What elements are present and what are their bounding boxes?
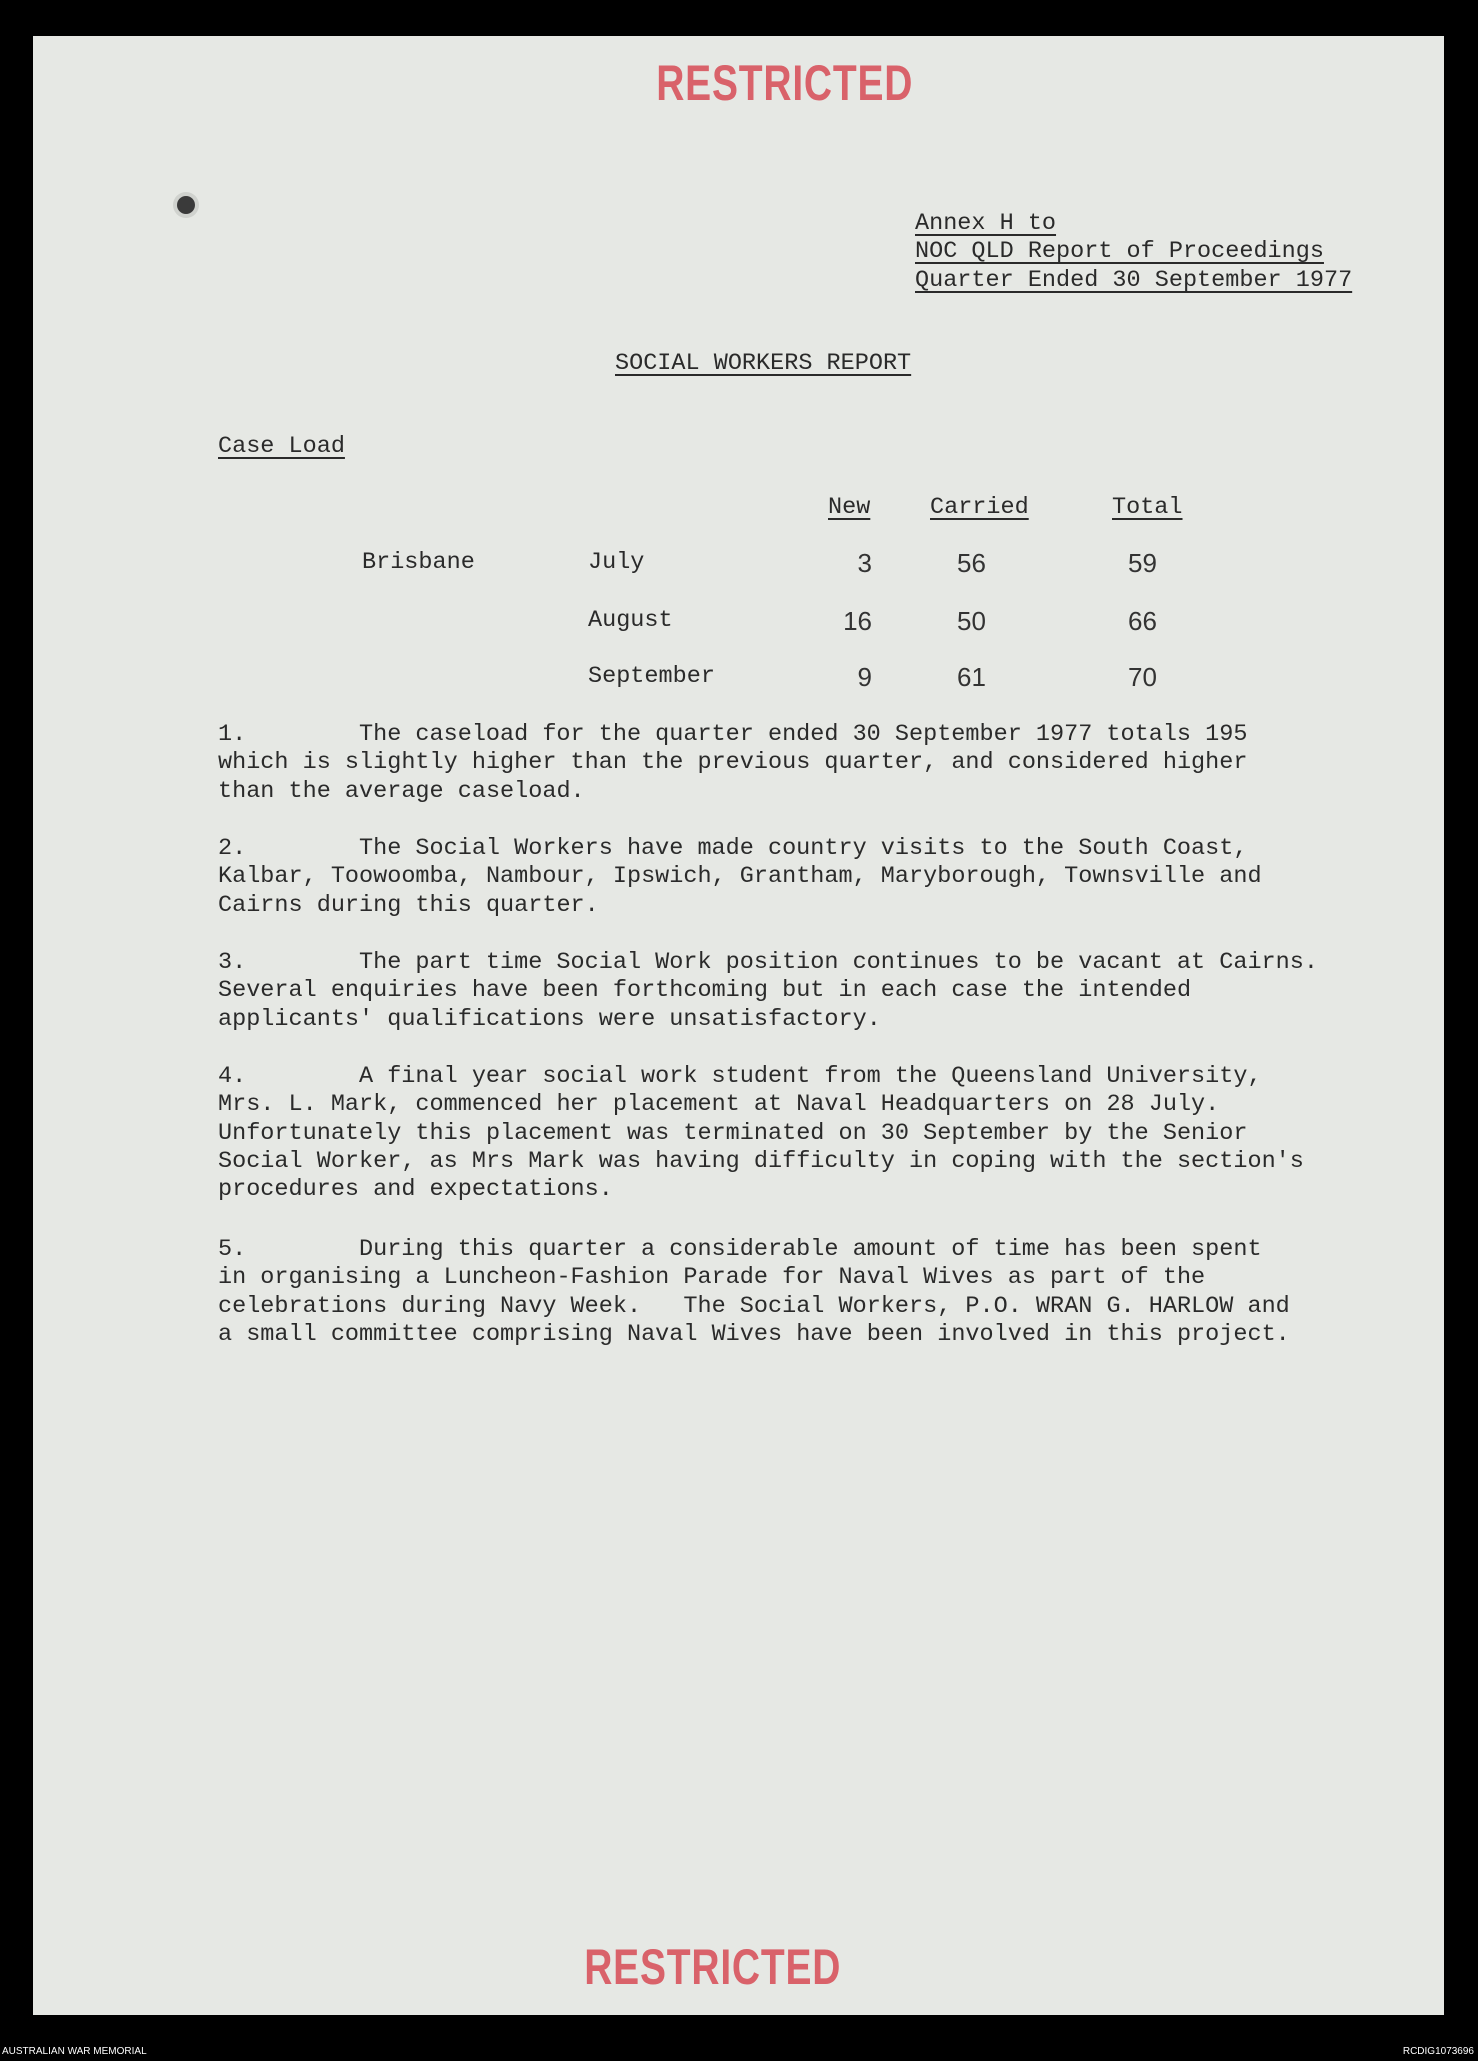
location: Brisbane [362, 549, 475, 576]
footer-record-id: RCDIG1073696 [1402, 2046, 1474, 2057]
paragraph-line: in organising a Luncheon-Fashion Parade for Naval Wives as part of the [218, 1264, 1206, 1292]
paragraph-line: a small committee comprising Naval Wives have been involved in this project. [218, 1320, 1290, 1348]
header-total: Total [1112, 494, 1183, 521]
paragraph-line: applicants' qualifications were unsatisfactory. [218, 1005, 881, 1033]
row-total: 66 [1128, 606, 1157, 636]
paragraph-line: than the average caseload. [218, 777, 585, 805]
row-month: August [588, 607, 673, 634]
restricted-stamp-bottom: RESTRICTED [584, 1939, 842, 1995]
row-total: 70 [1128, 662, 1157, 692]
paragraph-line: A final year social work student from the Queensland University, [359, 1063, 1262, 1090]
row-new: 9 [857, 662, 872, 692]
report-title: SOCIAL WORKERS REPORT [615, 350, 912, 377]
header-carried: Carried [930, 494, 1029, 521]
paragraph-number: 1. [218, 721, 247, 748]
paragraph-line: celebrations during Navy Week. The Social Workers, P.O. WRAN G. HARLOW and [218, 1292, 1290, 1320]
row-month: July [588, 549, 645, 576]
paragraph-number: 3. [218, 949, 247, 976]
paragraph-line: The part time Social Work position continues to be vacant at Cairns. [359, 949, 1318, 976]
annex-line-1: Annex H to [915, 210, 1057, 237]
row-month: September [588, 663, 715, 690]
annex-line-2: NOC QLD Report of Proceedings [915, 238, 1324, 265]
row-carried: 56 [957, 548, 986, 578]
paragraph-line: Unfortunately this placement was terminated on 30 September by the Senior [218, 1119, 1248, 1147]
row-carried: 61 [957, 662, 986, 692]
paragraph-number: 2. [218, 835, 247, 862]
header-new: New [828, 494, 871, 521]
row-total: 59 [1128, 548, 1157, 578]
row-carried: 50 [957, 606, 986, 636]
paragraph-line: The Social Workers have made country visits to the South Coast, [359, 835, 1248, 862]
paragraph-line: The caseload for the quarter ended 30 September 1977 totals 195 [359, 721, 1248, 748]
paragraph-line: Kalbar, Toowoomba, Nambour, Ipswich, Grantham, Maryborough, Townsville and [218, 863, 1262, 891]
section-heading: Case Load [218, 433, 345, 460]
paragraph-line: Several enquiries have been forthcoming but in each case the intended [218, 977, 1192, 1005]
paragraph-line: which is slightly higher than the previous quarter, and considered higher [218, 749, 1248, 777]
row-new: 16 [843, 606, 872, 636]
paragraph-number: 5. [218, 1236, 247, 1263]
row-new: 3 [857, 548, 872, 578]
paragraph-line: Social Worker, as Mrs Mark was having difficulty in coping with the section's [218, 1147, 1304, 1175]
annex-line-3: Quarter Ended 30 September 1977 [915, 267, 1353, 294]
paragraph-line: procedures and expectations. [218, 1176, 613, 1204]
paragraph-line: Mrs. L. Mark, commenced her placement at Naval Headquarters on 28 July. [218, 1091, 1220, 1119]
restricted-stamp-top: RESTRICTED [656, 55, 914, 111]
paragraph-line: During this quarter a considerable amount of time has been spent [359, 1236, 1262, 1263]
paragraph-line: Cairns during this quarter. [218, 891, 599, 919]
punch-hole [177, 196, 195, 214]
footer-archive-name: AUSTRALIAN WAR MEMORIAL [2, 2046, 147, 2057]
paragraph-number: 4. [218, 1063, 247, 1090]
